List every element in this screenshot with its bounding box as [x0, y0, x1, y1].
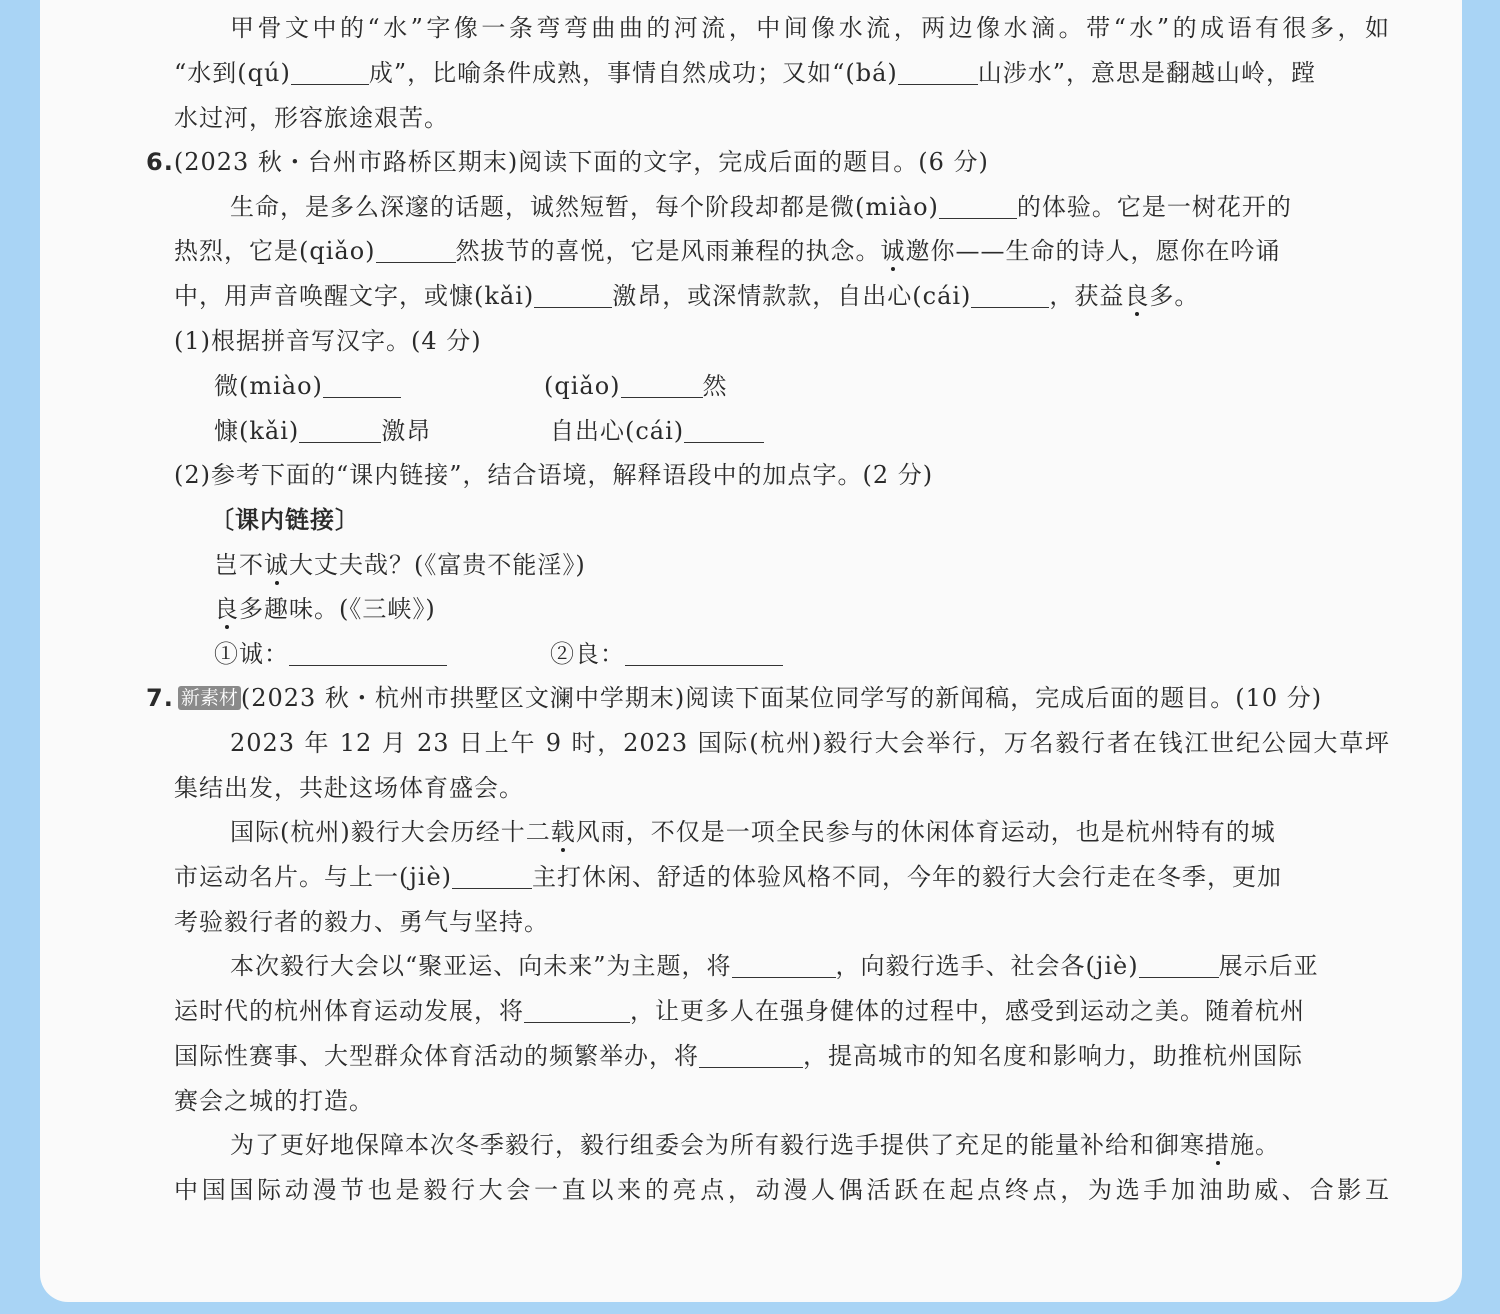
- q6-item-d: [550, 409, 764, 453]
- q5-line-3: [174, 96, 449, 140]
- class-link-title-text: 〔课内链接〕: [210, 505, 360, 534]
- q7-p3a1: 本次毅行大会以“聚亚运、向未来”为主题，将: [230, 952, 732, 980]
- answer-field-liang[interactable]: [625, 637, 783, 666]
- q7-p4-line-2: [174, 1168, 1390, 1212]
- q7-p1a: 2023 年 12 月 23 日上午 9 时，2023 国际(杭州)毅行大会举行，万名毅行者在钱江世纪公园大草坪: [230, 729, 1390, 757]
- q7-p3b2: ，让更多人在强身健体的过程中，感受到运动之美。随着杭州: [630, 997, 1305, 1025]
- q7-p1b: 集结出发，共赴这场体育盛会。: [174, 774, 524, 802]
- q7-p2c: 考验毅行者的毅力、勇气与坚持。: [174, 908, 549, 936]
- dotted-char-zai: 载: [550, 818, 576, 846]
- answer-blank-kai[interactable]: [534, 279, 612, 308]
- answer-field-qiao[interactable]: [621, 369, 703, 398]
- q6-passage-line-3: [174, 274, 1390, 318]
- q6-p2d: 邀你——生命的诗人，愿你在吟诵: [905, 237, 1281, 265]
- q5-text-2a: “水到(qú): [174, 59, 291, 87]
- q6-item-b-tail: 然: [702, 372, 728, 400]
- q7-p1-line-1: [230, 721, 1390, 765]
- q7-p3a3: 展示后亚: [1218, 952, 1319, 980]
- answer-blank-qu[interactable]: [291, 56, 369, 85]
- q6-p2a: 热烈，它是(qiǎo): [174, 237, 376, 265]
- answer-blank-jie-1[interactable]: [452, 860, 532, 889]
- q7-p3c2: ，提高城市的知名度和影响力，助推杭州国际: [803, 1042, 1303, 1070]
- q6-answer-cheng: [214, 632, 447, 676]
- q6-sub2-text: (2)参考下面的“课内链接”，结合语境，解释语段中的加点字。(2 分): [174, 461, 934, 489]
- q6-p3a: 中，用声音唤醒文字，或慷(kǎi): [174, 282, 535, 310]
- q7-p3-line-3: [174, 1034, 1390, 1078]
- answer-blank-sentence-2[interactable]: [524, 994, 630, 1023]
- q6-item-a: [214, 364, 401, 408]
- q6-header: [146, 140, 989, 184]
- class-link-line-2: [214, 587, 436, 631]
- q6-p3b: 激昂，或深情款款，自出心(cái): [612, 282, 972, 310]
- q6-item-c-tail: 激昂: [381, 417, 432, 445]
- q6-sub-question-2: [174, 453, 933, 497]
- q5-text-2b: 成”，比喻条件成熟，事情自然成功；又如“(bá): [368, 59, 898, 87]
- q7-p3d: 赛会之城的打造。: [174, 1087, 374, 1115]
- q7-p2-line-2: [174, 855, 1390, 899]
- q7-p2a2: 风雨，不仅是一项全民参与的休闲体育运动，也是杭州特有的城: [575, 818, 1276, 846]
- q5-text-2c: 山涉水”，意思是翻越山岭，蹚: [977, 59, 1317, 87]
- q6-passage-line-1: [230, 185, 1390, 229]
- answer-blank-sentence-1[interactable]: [732, 949, 836, 978]
- q6-item-d-label: 自出心(cái): [550, 417, 685, 445]
- q7-header: [146, 676, 1322, 720]
- class-link-line-1: [214, 543, 586, 587]
- new-material-badge: 新素材: [178, 686, 241, 710]
- dotted-char-cuo: 措: [1205, 1131, 1230, 1159]
- q7-p3-line-1: [230, 944, 1390, 988]
- q7-p2b1: 市运动名片。与上一(jiè): [174, 863, 453, 891]
- link2b: 多趣味。(《三峡》): [239, 595, 436, 623]
- q7-p4a1: 为了更好地保障本次冬季毅行，毅行组委会为所有毅行选手提供了充足的能量补给和御寒: [230, 1131, 1205, 1159]
- q6-p1a: 生命，是多么深邃的话题，诚然短暂，每个阶段却都是微(miào): [230, 193, 939, 221]
- dotted-char-liang: 良: [1124, 282, 1150, 310]
- q6-item-a-label: 微(miào): [214, 372, 323, 400]
- q7-p4b: 中国国际动漫节也是毅行大会一直以来的亮点，动漫人偶活跃在起点终点，为选手加油助威、合影互: [174, 1176, 1390, 1204]
- q6-sub1-text: (1)根据拼音写汉字。(4 分): [174, 327, 482, 355]
- answer-blank-jie-2[interactable]: [1139, 949, 1219, 978]
- link1a: 岂不: [214, 551, 264, 579]
- q6-p1b: 的体验。它是一树花开的: [1016, 193, 1292, 221]
- answer-blank-miao[interactable]: [939, 190, 1017, 219]
- answer-blank-sentence-3[interactable]: [699, 1039, 803, 1068]
- answer-field-cai[interactable]: [684, 414, 764, 443]
- answer-blank-qiao[interactable]: [376, 234, 456, 263]
- q5-line-2: [174, 51, 1390, 95]
- ans1-label: ①诚：: [214, 640, 289, 668]
- dotted-char-liang-ref: 良: [214, 595, 239, 623]
- q6-item-b-label: (qiǎo): [544, 372, 621, 400]
- q6-passage-line-2: [174, 229, 1390, 273]
- worksheet-page: [40, 0, 1462, 1302]
- link1b: 大丈夫哉？(《富贵不能淫》): [289, 551, 586, 579]
- q7-p2a: 国际(杭州)毅行大会历经十二: [230, 818, 551, 846]
- q6-p3c: ，获益: [1049, 282, 1125, 310]
- q5-text-1: 甲骨文中的“水”字像一条弯弯曲曲的河流，中间像水流，两边像水滴。带“水”的成语有很多，如: [230, 14, 1390, 42]
- q6-item-b: [544, 364, 728, 408]
- q7-p3a2: ，向毅行选手、社会各(jiè): [835, 952, 1139, 980]
- ans2-label: ②良：: [550, 640, 625, 668]
- q7-p2-line-1: [230, 810, 1390, 854]
- q7-p2-line-3: [174, 900, 549, 944]
- q6-number: 6.: [146, 148, 174, 176]
- q6-p3e: 多。: [1149, 282, 1200, 310]
- q7-number: 7.: [146, 684, 174, 712]
- q7-p1-line-2: [174, 766, 524, 810]
- q7-p3c1: 国际性赛事、大型群众体育活动的频繁举办，将: [174, 1042, 699, 1070]
- q7-p4-line-1: [230, 1123, 1390, 1167]
- answer-field-cheng[interactable]: [289, 637, 447, 666]
- q6-sub-question-1: [174, 319, 482, 363]
- answer-blank-cai[interactable]: [971, 279, 1049, 308]
- class-link-title: [210, 498, 360, 542]
- q6-header-text: (2023 秋・台州市路桥区期末)阅读下面的文字，完成后面的题目。(6 分): [173, 148, 989, 176]
- dotted-char-cheng-ref: 诚: [264, 551, 289, 579]
- answer-blank-ba[interactable]: [898, 56, 978, 85]
- q7-p3-line-4: [174, 1079, 374, 1123]
- answer-field-miao[interactable]: [323, 369, 401, 398]
- q6-answer-liang: [550, 632, 783, 676]
- q7-header-text: (2023 秋・杭州市拱墅区文澜中学期末)阅读下面某位同学写的新闻稿，完成后面的题目。(10 分): [240, 684, 1323, 712]
- q7-p3b1: 运时代的杭州体育运动发展，将: [174, 997, 524, 1025]
- q7-p4a2: 施。: [1230, 1131, 1280, 1159]
- q7-p3-line-2: [174, 989, 1390, 1033]
- q6-item-c: [214, 409, 431, 453]
- q5-text-3: 水过河，形容旅途艰苦。: [174, 104, 449, 132]
- q6-item-c-label: 慷(kǎi): [214, 417, 300, 445]
- q5-line-1: [230, 6, 1390, 50]
- q6-p2b: 然拔节的喜悦，它是风雨兼程的执念。: [455, 237, 881, 265]
- q7-p2b2: 主打休闲、舒适的体验风格不同，今年的毅行大会行走在冬季，更加: [532, 863, 1283, 891]
- answer-field-kai[interactable]: [299, 414, 381, 443]
- dotted-char-cheng: 诚: [880, 237, 906, 265]
